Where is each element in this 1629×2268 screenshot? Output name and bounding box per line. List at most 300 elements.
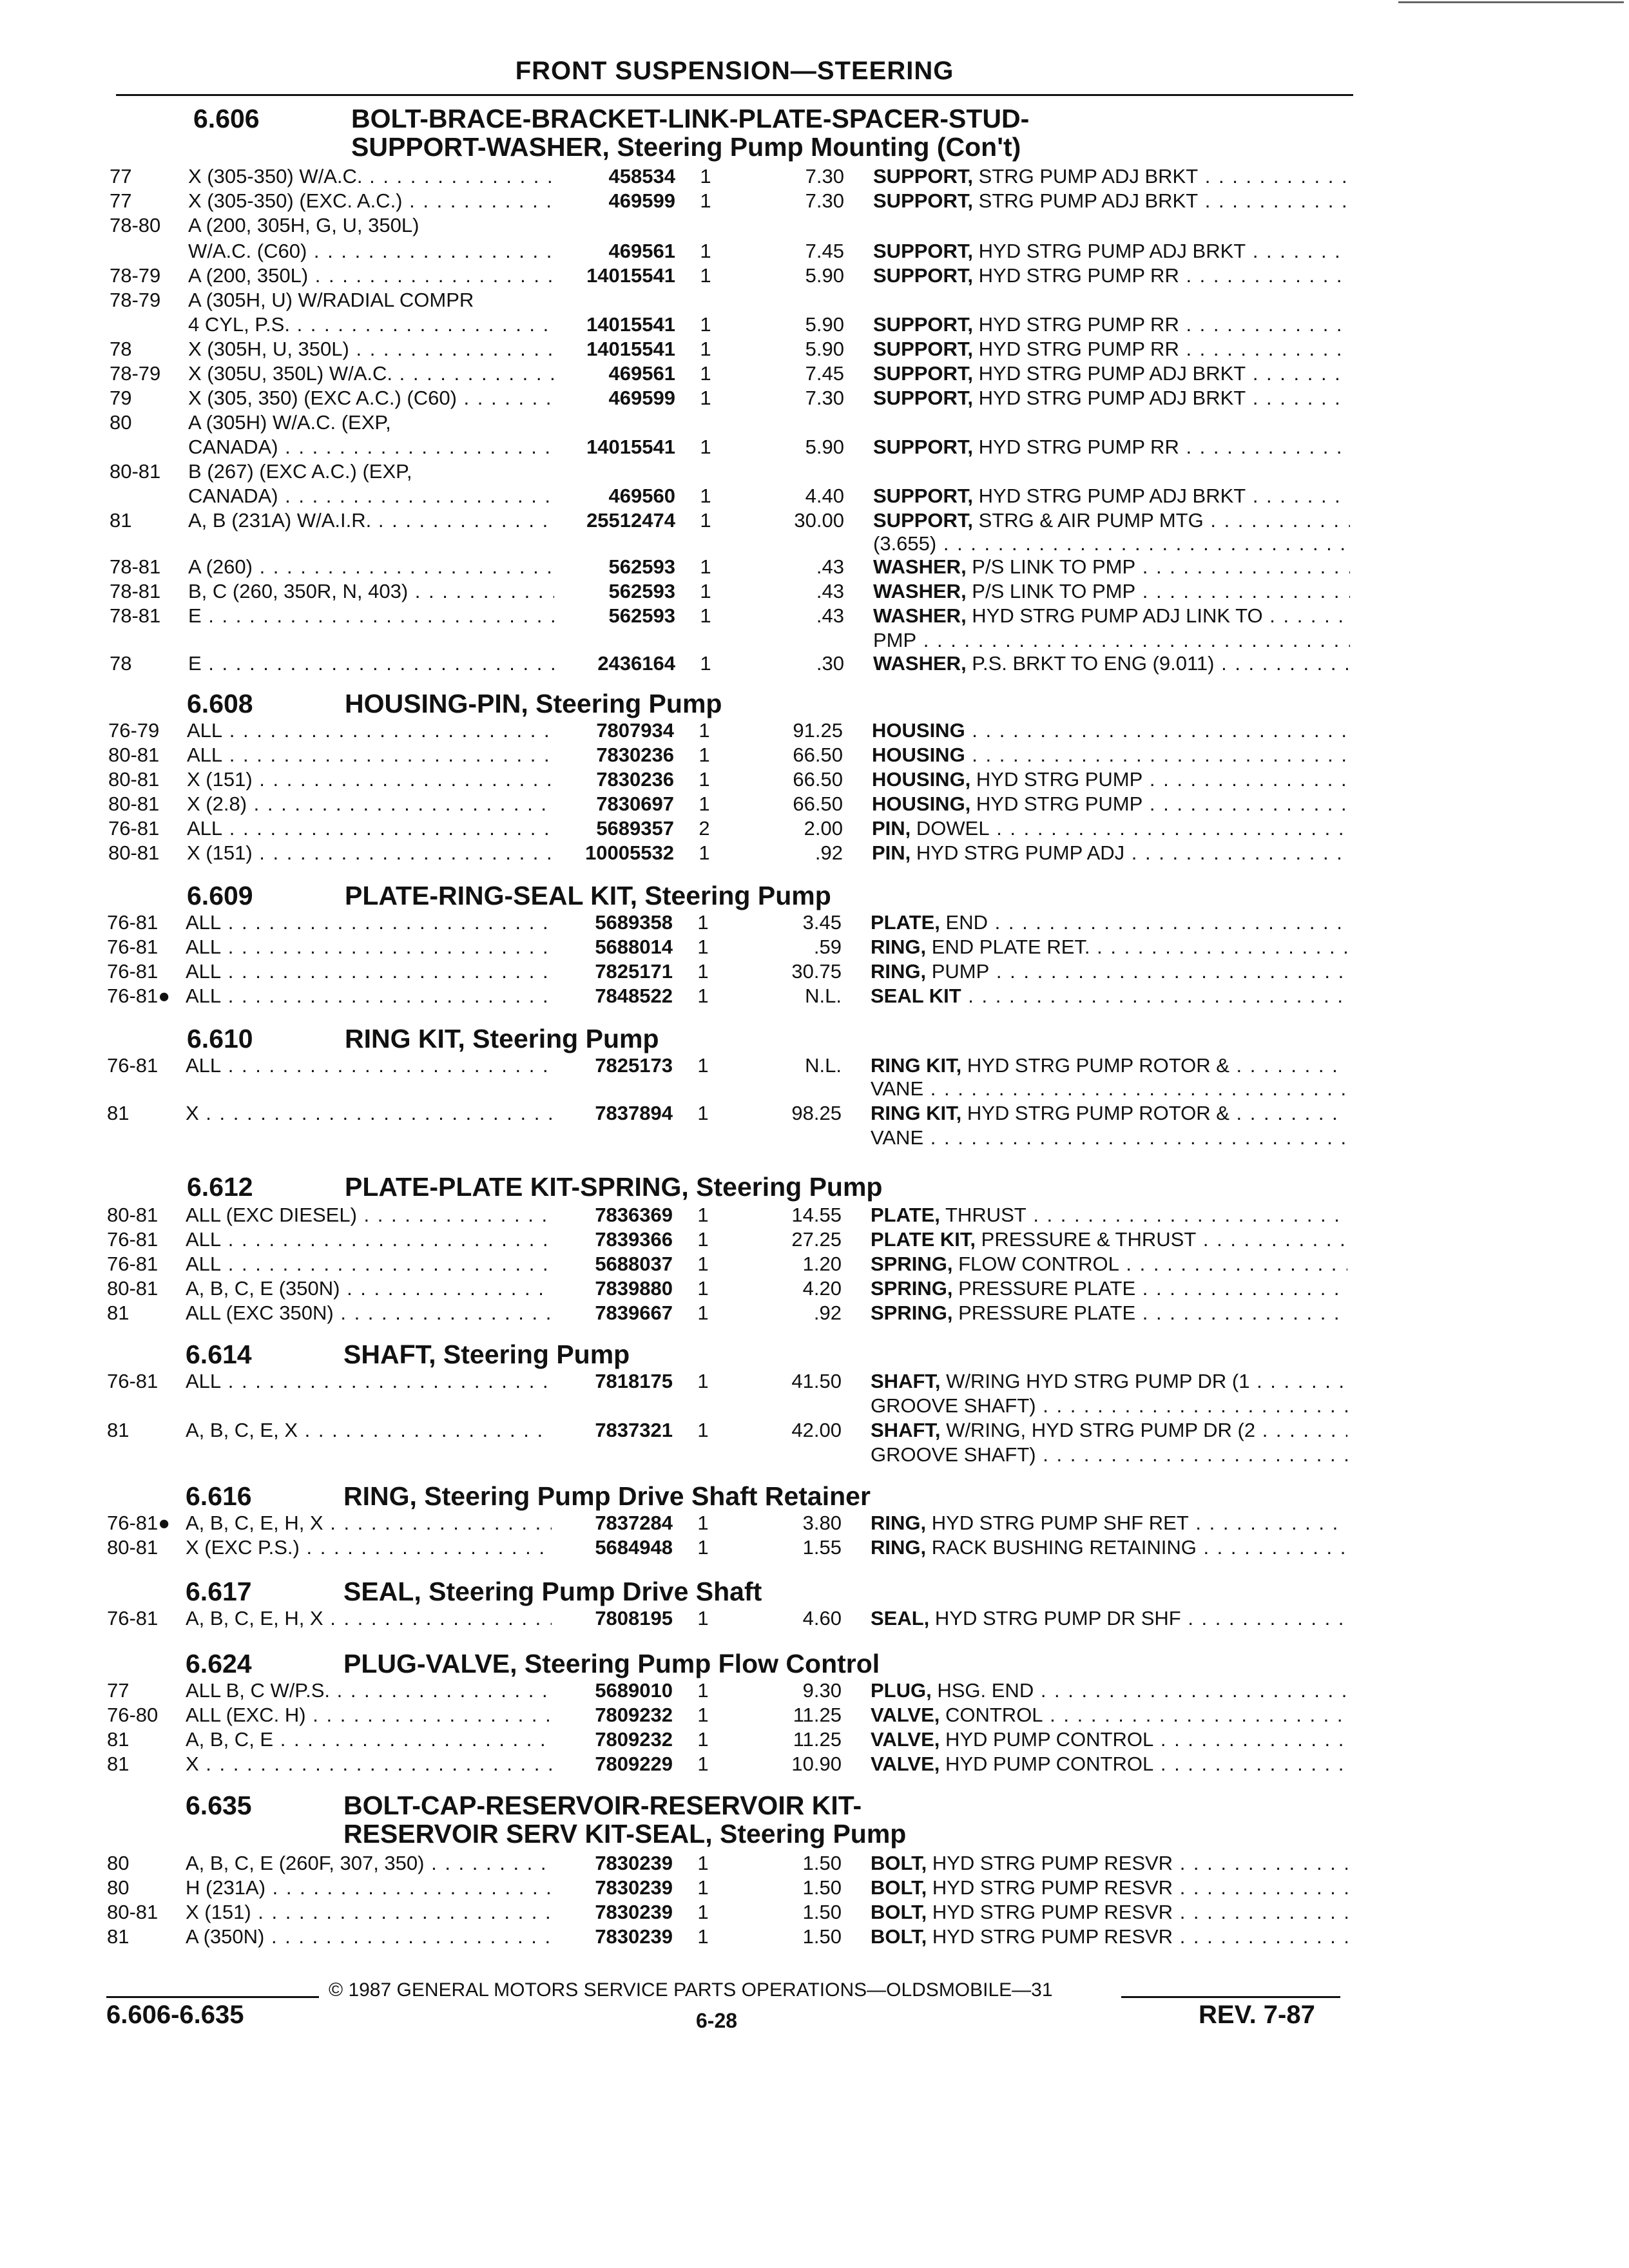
application: ALL . . .: [186, 911, 637, 934]
description-detail: DOWEL: [911, 817, 990, 840]
part-number: 7809229: [552, 1753, 673, 1776]
table-row: [107, 911, 1357, 934]
quantity: 1: [697, 1704, 709, 1726]
description-detail: STRG PUMP ADJ BRKT: [973, 165, 1199, 187]
model-years: 78-81: [110, 604, 161, 627]
table-row: [107, 960, 1357, 983]
price: 1.50: [802, 1925, 842, 1948]
description-detail: HYD STRG PUMP RESVR: [927, 1901, 1173, 1923]
description-detail: P/S LINK TO PMP: [966, 580, 1136, 602]
part-number: 7830236: [553, 768, 674, 791]
quantity: 1: [700, 509, 711, 532]
model-years: 76-81: [107, 960, 159, 983]
description-keyword: SPRING,: [871, 1302, 953, 1324]
application: 4 CYL, P.S. . . .: [188, 313, 639, 336]
description: [873, 240, 1350, 263]
table-row: [107, 1277, 1357, 1300]
description-keyword: SUPPORT,: [873, 240, 974, 262]
part-number: 7825171: [552, 960, 673, 983]
table-row: [110, 387, 1360, 410]
price: 14.55: [791, 1204, 842, 1226]
description-detail: HYD STRG PUMP RR: [973, 264, 1179, 287]
quantity: 1: [697, 1277, 709, 1300]
quantity: 1: [700, 555, 711, 578]
quantity: 1: [697, 1852, 709, 1874]
application: ALL (EXC. H) . . .: [186, 1704, 637, 1727]
quantity: 1: [699, 841, 710, 864]
footer-copyright: © 1987 GENERAL MOTORS SERVICE PARTS OPERATIONS—OLDSMOBILE—31: [329, 1979, 1053, 2001]
description-detail: HSG. END: [931, 1679, 1034, 1702]
model-years: 80-81: [108, 744, 160, 766]
application: ALL . . .: [187, 817, 638, 840]
quantity: 1: [700, 189, 711, 212]
model-years: 77: [107, 1679, 130, 1702]
model-years: 80-81: [108, 768, 160, 791]
part-number: 7830697: [553, 793, 674, 816]
part-number: 469560: [554, 485, 675, 508]
description: [871, 1277, 1347, 1300]
quantity: 1: [700, 338, 711, 360]
table-row: [107, 1394, 1357, 1418]
price: 7.30: [805, 387, 844, 409]
table-row: [107, 1370, 1357, 1393]
description-keyword: SEAL,: [871, 1607, 930, 1629]
section-number: 6.616: [186, 1481, 252, 1511]
section-title: HOUSING-PIN, Steering Pump: [345, 689, 722, 718]
description: [873, 652, 1350, 675]
application: A (305H) W/A.C. (EXP,: [188, 411, 391, 434]
part-number: 2436164: [554, 652, 675, 675]
part-number: 14015541: [554, 264, 675, 287]
table-row: [107, 1679, 1357, 1702]
price: .30: [816, 652, 844, 675]
table-row: [107, 1728, 1357, 1751]
table-row: [108, 817, 1358, 840]
price: 3.45: [802, 911, 842, 934]
description-detail: HYD STRG PUMP RESVR: [927, 1925, 1173, 1948]
part-number: 7825173: [552, 1054, 673, 1077]
table-row: [107, 1704, 1357, 1727]
application: H (231A) . . .: [186, 1876, 637, 1899]
table-row: [107, 1126, 1357, 1149]
application: A, B, C, E (260F, 307, 350) . . .: [186, 1852, 637, 1875]
model-years: 78: [110, 338, 132, 360]
description: [871, 911, 1347, 934]
application: E . . .: [188, 604, 639, 628]
model-years: 81: [107, 1419, 130, 1441]
description-detail: RACK BUSHING RETAINING: [926, 1536, 1197, 1559]
description-keyword: SUPPORT,: [873, 485, 974, 507]
description: [871, 1054, 1347, 1077]
description-detail: STRG PUMP ADJ BRKT: [973, 189, 1199, 212]
price: 1.50: [802, 1901, 842, 1923]
description: [873, 555, 1350, 579]
quantity: 1: [700, 485, 711, 507]
part-number: 5689357: [553, 817, 674, 840]
table-row: [110, 509, 1360, 532]
part-number: 7839667: [552, 1302, 673, 1325]
table-row: [110, 460, 1360, 483]
table-row: [107, 1077, 1357, 1100]
description-detail: GROOVE SHAFT): [871, 1443, 1036, 1466]
table-row: [107, 1607, 1357, 1630]
section-title: PLATE-RING-SEAL KIT, Steering Pump: [345, 881, 831, 910]
model-years: 81: [107, 1102, 130, 1124]
application: A (200, 305H, G, U, 350L): [188, 214, 419, 236]
table-row: [107, 1102, 1357, 1125]
price: 1.55: [802, 1536, 842, 1559]
description-detail: HYD STRG PUMP DR SHF: [929, 1607, 1181, 1629]
quantity: 1: [697, 1679, 709, 1702]
price: 5.90: [805, 313, 844, 336]
quantity: 1: [697, 1253, 709, 1275]
part-number: 7839880: [552, 1277, 673, 1300]
description-keyword: PLUG,: [871, 1679, 932, 1702]
price: 3.80: [802, 1512, 842, 1534]
table-row: [107, 1419, 1357, 1442]
table-row: [108, 768, 1358, 791]
description-detail: HYD STRG PUMP ADJ BRKT: [973, 240, 1246, 262]
description: [871, 1394, 1347, 1418]
price: 30.00: [794, 509, 844, 532]
description-detail: PUMP: [926, 960, 990, 983]
description: [871, 1302, 1347, 1325]
table-row: [107, 1253, 1357, 1276]
model-years: 76-81: [107, 1370, 159, 1392]
table-row: [110, 264, 1360, 287]
description: [871, 1925, 1347, 1948]
footer-revision: REV. 7-87: [1199, 2001, 1315, 2029]
price: N.L.: [805, 985, 842, 1007]
application: A, B, C, E . . .: [186, 1728, 637, 1751]
description-detail: HYD STRG PUMP SHF RET: [926, 1512, 1189, 1534]
quantity: 1: [697, 1302, 709, 1324]
table-row: [110, 485, 1360, 508]
quantity: 1: [699, 793, 710, 815]
description-detail: THRUST: [940, 1204, 1027, 1226]
quantity: 1: [699, 768, 710, 791]
description-keyword: HOUSING: [872, 719, 965, 742]
application: X (305H, U, 350L) . . .: [188, 338, 639, 361]
price: 5.90: [805, 436, 844, 458]
description-detail: PRESSURE PLATE: [952, 1277, 1136, 1300]
description: [873, 189, 1350, 213]
application: ALL . . .: [187, 719, 638, 742]
application: ALL . . .: [186, 1253, 637, 1276]
section-title: BOLT-CAP-RESERVOIR-RESERVOIR KIT-: [343, 1791, 862, 1820]
part-number: 7836369: [552, 1204, 673, 1227]
description: [871, 1370, 1347, 1393]
section-title: SEAL, Steering Pump Drive Shaft: [343, 1577, 762, 1606]
application: A, B, C, E, H, X . . .: [186, 1607, 637, 1630]
table-row: [110, 289, 1360, 312]
price: 7.30: [805, 165, 844, 187]
description-detail: CONTROL: [940, 1704, 1043, 1726]
description: [871, 1512, 1347, 1535]
description: [873, 387, 1350, 410]
model-years: 80-81: [107, 1277, 159, 1300]
description: [871, 1204, 1347, 1227]
quantity: 1: [700, 165, 711, 187]
description: [873, 485, 1350, 508]
quantity: 1: [697, 985, 709, 1007]
part-number: 469599: [554, 189, 675, 213]
price: 4.20: [802, 1277, 842, 1300]
description-detail: VANE: [871, 1126, 924, 1149]
quantity: 1: [697, 1228, 709, 1251]
part-number: 10005532: [553, 841, 674, 865]
part-number: 7807934: [553, 719, 674, 742]
price: 4.60: [802, 1607, 842, 1629]
application: W/A.C. (C60) . . .: [188, 240, 639, 263]
section-number: 6.610: [187, 1024, 253, 1053]
description: [871, 1077, 1347, 1100]
quantity: 1: [700, 387, 711, 409]
price: .92: [815, 841, 843, 864]
application: E . . .: [188, 652, 639, 675]
price: .43: [816, 580, 844, 602]
part-number: 7830236: [553, 744, 674, 767]
section-number: 6.635: [186, 1791, 252, 1820]
description: [871, 1901, 1347, 1924]
description: [871, 936, 1347, 959]
application: X (305, 350) (EXC A.C.) (C60) . . .: [188, 387, 639, 410]
model-years: 80-81: [107, 1204, 159, 1226]
quantity: 1: [697, 1901, 709, 1923]
table-row: [110, 436, 1360, 459]
price: 91.25: [793, 719, 843, 742]
description-keyword: SUPPORT,: [873, 313, 974, 336]
footer-rule-right: [1121, 1996, 1340, 1998]
section-title-continued: RESERVOIR SERV KIT-SEAL, Steering Pump: [343, 1819, 907, 1849]
description: [872, 841, 1349, 865]
section-number: 6.614: [186, 1340, 252, 1369]
price: 66.50: [793, 768, 843, 791]
application: B, C (260, 350R, N, 403) . . .: [188, 580, 639, 603]
description: [873, 338, 1350, 361]
application: ALL . . .: [186, 1054, 637, 1077]
model-years: 78: [110, 652, 132, 675]
description-detail: STRG & AIR PUMP MTG: [973, 509, 1204, 532]
quantity: 1: [697, 1370, 709, 1392]
part-number: 14015541: [554, 313, 675, 336]
model-years: 81: [107, 1753, 130, 1775]
scan-mark: [1398, 1, 1624, 3]
application: ALL . . .: [186, 936, 637, 959]
description-keyword: VALVE,: [871, 1728, 940, 1751]
description-keyword: SHAFT,: [871, 1370, 941, 1392]
section-title: PLUG-VALVE, Steering Pump Flow Control: [343, 1649, 880, 1678]
description-keyword: PLATE,: [871, 911, 940, 934]
description-keyword: SUPPORT,: [873, 264, 974, 287]
price: 9.30: [802, 1679, 842, 1702]
part-number: 5688014: [552, 936, 673, 959]
quantity: 2: [699, 817, 710, 840]
description-keyword: PIN,: [872, 817, 911, 840]
quantity: 1: [697, 1419, 709, 1441]
price: .59: [813, 936, 842, 958]
description-keyword: WASHER,: [873, 652, 967, 675]
model-years: 76-81: [107, 911, 159, 934]
application: X (2.8) . . .: [187, 793, 638, 816]
table-row: [110, 362, 1360, 385]
table-row: [110, 214, 1360, 237]
description-keyword: RING,: [871, 1512, 927, 1534]
quantity: 1: [700, 652, 711, 675]
description-detail: W/RING, HYD STRG PUMP DR (2: [940, 1419, 1256, 1441]
model-years: 80-81: [107, 1536, 159, 1559]
description-detail: END PLATE RET.: [926, 936, 1090, 958]
description-keyword: SUPPORT,: [873, 436, 974, 458]
table-row: [107, 1925, 1357, 1948]
price: .43: [816, 604, 844, 627]
part-number: 5689010: [552, 1679, 673, 1702]
part-number: 7837321: [552, 1419, 673, 1442]
description-detail: HYD STRG PUMP ADJ: [911, 841, 1125, 864]
quantity: 1: [700, 362, 711, 385]
description-keyword: PLATE KIT,: [871, 1228, 976, 1251]
description-detail: P.S. BRKT TO ENG (9.011): [966, 652, 1215, 675]
part-number: 5688037: [552, 1253, 673, 1276]
description: [871, 1753, 1347, 1776]
page-header: FRONT SUSPENSION—STEERING: [515, 57, 954, 85]
description-detail: END: [940, 911, 988, 934]
model-years: 76-81: [108, 817, 160, 840]
application: X . . .: [186, 1102, 637, 1125]
model-years: 81: [107, 1925, 130, 1948]
part-number: 469561: [554, 362, 675, 385]
application: A (200, 350L) . . .: [188, 264, 639, 287]
description: [871, 985, 1347, 1008]
section-title-continued: SUPPORT-WASHER, Steering Pump Mounting (Con't): [351, 132, 1021, 162]
table-row: [110, 240, 1360, 263]
model-years: 76-79: [108, 719, 160, 742]
description-keyword: HOUSING,: [872, 768, 971, 791]
table-row: [110, 604, 1360, 628]
description-keyword: WASHER,: [873, 580, 967, 602]
description-detail: FLOW CONTROL: [952, 1253, 1119, 1275]
price: 11.25: [793, 1728, 842, 1751]
price: N.L.: [805, 1054, 842, 1077]
description-detail: W/RING HYD STRG PUMP DR (1: [940, 1370, 1250, 1392]
description-keyword: HOUSING,: [872, 793, 971, 815]
section-number: 6.617: [186, 1577, 252, 1606]
description: [873, 629, 1350, 652]
description-detail: PRESSURE & THRUST: [976, 1228, 1197, 1251]
description-detail: HYD STRG PUMP RR: [973, 313, 1179, 336]
model-years: 78-81: [110, 555, 161, 578]
model-years: 79: [110, 387, 132, 409]
description-detail: GROOVE SHAFT): [871, 1394, 1036, 1417]
part-number: 14015541: [554, 436, 675, 459]
application: ALL B, C W/P.S. . . .: [186, 1679, 637, 1702]
table-row: [107, 936, 1357, 959]
description-keyword: SHAFT,: [871, 1419, 941, 1441]
application: X (151) . . .: [187, 841, 638, 865]
section-number: 6.624: [186, 1649, 252, 1678]
part-number: 7830239: [552, 1925, 673, 1948]
description: [871, 960, 1347, 983]
description-keyword: RING,: [871, 960, 927, 983]
description-detail: (3.655): [873, 532, 937, 555]
application: A (350N) . . .: [186, 1925, 637, 1948]
description-detail: HYD PUMP CONTROL: [940, 1728, 1154, 1751]
part-number: 562593: [554, 604, 675, 628]
price: 5.90: [805, 338, 844, 360]
description-keyword: WASHER,: [873, 604, 967, 627]
quantity: 1: [697, 1102, 709, 1124]
table-row: [108, 719, 1358, 742]
description: [871, 1679, 1347, 1702]
part-number: 469561: [554, 240, 675, 263]
section-number: 6.609: [187, 881, 253, 910]
model-years: 80: [107, 1876, 130, 1899]
description: [872, 817, 1349, 840]
description-detail: HYD STRG PUMP ADJ BRKT: [973, 387, 1246, 409]
description-keyword: HOUSING: [872, 744, 965, 766]
quantity: 1: [699, 744, 710, 766]
description: [873, 264, 1350, 287]
description-keyword: WASHER,: [873, 555, 967, 578]
section-title: PLATE-PLATE KIT-SPRING, Steering Pump: [345, 1172, 883, 1202]
description: [871, 1419, 1347, 1442]
description-keyword: SPRING,: [871, 1253, 953, 1275]
description-keyword: PIN,: [872, 841, 911, 864]
application: X (EXC P.S.) . . .: [186, 1536, 637, 1559]
description-keyword: SUPPORT,: [873, 165, 974, 187]
footer-section-range: 6.606-6.635: [106, 2001, 244, 2029]
price: .92: [813, 1302, 842, 1324]
description-detail: HYD STRG PUMP ADJ BRKT: [973, 485, 1246, 507]
price: .43: [816, 555, 844, 578]
table-row: [108, 793, 1358, 816]
price: 41.50: [791, 1370, 842, 1392]
price: 7.30: [805, 189, 844, 212]
description: [871, 1102, 1347, 1125]
application: ALL . . .: [186, 1228, 637, 1251]
description-keyword: RING,: [871, 1536, 927, 1559]
quantity: 1: [697, 960, 709, 983]
price: 11.25: [793, 1704, 842, 1726]
description-detail: HYD STRG PUMP: [970, 793, 1143, 815]
model-years: 80: [110, 411, 132, 434]
application: ALL (EXC 350N) . . .: [186, 1302, 637, 1325]
header-rule: [116, 94, 1353, 96]
description: [871, 1126, 1347, 1149]
description-keyword: RING,: [871, 936, 927, 958]
quantity: 1: [697, 1925, 709, 1948]
model-years: 78-79: [110, 362, 161, 385]
description: [872, 768, 1349, 791]
price: 1.50: [802, 1876, 842, 1899]
application: A, B, C, E, H, X . . .: [186, 1512, 637, 1535]
table-row: [107, 1302, 1357, 1325]
model-years: 80-81: [107, 1901, 159, 1923]
description-detail: HYD STRG PUMP ADJ LINK TO: [966, 604, 1263, 627]
part-number: 469599: [554, 387, 675, 410]
part-number: 7808195: [552, 1607, 673, 1630]
table-row: [110, 313, 1360, 336]
part-number: 7839366: [552, 1228, 673, 1251]
application: X (305U, 350L) W/A.C. . . .: [188, 362, 639, 385]
price: 98.25: [791, 1102, 842, 1124]
model-years: 76-81: [107, 1253, 159, 1275]
price: 10.90: [791, 1753, 842, 1775]
description: [871, 1876, 1347, 1899]
quantity: 1: [697, 1054, 709, 1077]
part-number: 7837284: [552, 1512, 673, 1535]
description-detail: VANE: [871, 1077, 924, 1100]
